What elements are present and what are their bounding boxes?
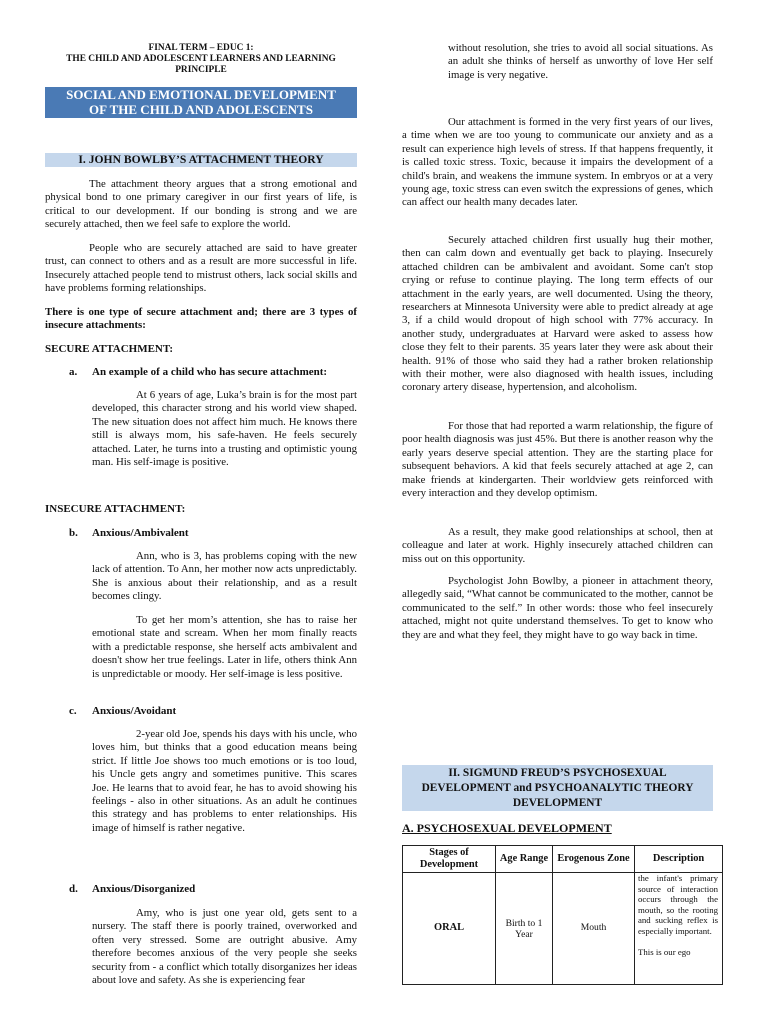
document-title: [45, 87, 357, 118]
table-row: [403, 873, 723, 985]
title-line-1: SOCIAL AND EMOTIONAL DEVELOPMENT: [66, 87, 336, 102]
paragraph: Psychologist John Bowlby, a pioneer in attachment theory, allegedly said, “What cannot be communicated to the mother, cannot be communicated to the self.” In other words: those who feel insecurely attached, might not quite understand themselves. To get to know who they are and what they feel, they might have to go way back in time.: [402, 575, 713, 641]
age-range-cell: Birth to 1 Year: [496, 873, 553, 985]
column-header-erogenous-zone: Erogenous Zone: [553, 846, 635, 873]
paragraph: The attachment theory argues that a strong emotional and physical bond to one primary caregiver in our first years of life, is critical to our development. If our bonding is strong and we are securely attached, then we feel safe to explore the world.: [45, 178, 357, 231]
list-marker: b.: [69, 527, 78, 539]
list-marker: a.: [69, 366, 78, 378]
list-marker: c.: [69, 705, 77, 717]
attachment-types-statement: There is one type of secure attachment and; there are 3 types of insecure attachments:: [45, 306, 357, 332]
table-header-row: [403, 846, 723, 873]
anxious-disorganized-text: Amy, who is just one year old, gets sent to a nursery. The staff there is poorly trained, overworked and often very stressed. Some are outright abusive. Amy therefore becomes anxious of the very people she seeks security from - a conflict which totally disorganizes her ideas about love and safety. As she is experiencing fear: [92, 907, 357, 987]
paragraph: Our attachment is formed in the very first years of our lives, a time when we are too young to communicate our anxiety and as a result can experience high levels of stress. If that happens frequently, it is called toxic stress. Toxic, because it impairs the development of a child's brain, and weakens the immune system. In embryos or at a very young age, toxic stress can even switch the expressions of genes, which can affect our health many decades later.: [402, 116, 713, 209]
description-text: the infant's primary source of interaction occurs through the mouth, so the rooting and sucking reflex is especially important.: [638, 873, 718, 936]
anxious-ambivalent-text-2: To get her mom’s attention, she has to raise her emotional state and scream. When her mom finally reacts with a predictable response, she herself acts ambivalent and doesn't show her true feelings. Later in life, others think Ann is unpredictable or moody. Her self-image is less positive.: [92, 614, 357, 680]
anxious-avoidant-text: 2-year old Joe, spends his days with his uncle, who loves him, but thinks that a good education means being strict. If little Joe shows too much emotions or is too loud, his Uncle gets angry and sometimes punitive. This scares Joe. He learns that to avoid fear, he has to avoid showing his feelings - also in other situations. As an adult he continues this strategy and has problems to enter relationships. His image of himself is rather negative.: [92, 728, 358, 834]
description-text: This is our ego: [638, 946, 691, 957]
anxious-ambivalent-text-1: Ann, who is 3, has problems coping with the new lack of attention. To Ann, her mother now acts unpredictably. She is anxious about their relationship, and as a result becomes clingy.: [92, 550, 357, 603]
paragraph: As a result, they make good relationships at school, then at colleague and later at work. Highly insecurely attached children can miss out on this opportunity.: [402, 526, 713, 565]
header-line-2: THE CHILD AND ADOLESCENT LEARNERS AND LEARNING: [66, 54, 336, 64]
section-2-heading: [402, 765, 713, 811]
paragraph: For those that had reported a warm relationship, the figure of poor health diagnosis was just 45%. But there is another reason why the early years deserve special attention. They are the starting place for subsequent behaviors. A kid that feels securely attached at age 2, can make friends at kindergarten. Their worldview gets reinforced with every interaction and they develop optimism.: [402, 420, 713, 500]
section-2-heading-line-2: DEVELOPMENT and PSYCHOANALYTIC THEORY: [421, 782, 694, 794]
psychosexual-stages-table: [402, 845, 723, 985]
anxious-avoidant-title: Anxious/Avoidant: [92, 705, 177, 717]
section-2-heading-line-1: II. SIGMUND FREUD’S PSYCHOSEXUAL: [448, 767, 667, 779]
paragraph: Securely attached children first usually hug their mother, then can calm down and eventually get back to playing. Insecurely attached children can be ambivalent and avoidant. Some can't stop crying or refuse to continue playing. The long term effects of our attachment in the early years, are well documented. Using the theory, researchers at Minnesota University were able to predict already at age 3, if a child would dropout of high school with 77% accuracy. In another study, undergraduates at Harvard were asked to assess how close they felt to their parents. 35 years later they were ask about their health. 91% of those who said they had a rather broken relationship with their mother, were also diagnosed with health issues, including coronary artery disease, hypertension, and alcoholism.: [402, 234, 713, 394]
description-cell: [635, 873, 723, 985]
list-marker: d.: [69, 883, 78, 895]
secure-example-title: An example of a child who has secure attachment:: [92, 366, 328, 378]
document-header: [45, 43, 357, 75]
column-header-stages: Stages of Development: [403, 846, 496, 873]
column-header-description: Description: [635, 846, 723, 873]
section-2-heading-line-3: DEVELOPMENT: [512, 797, 603, 809]
secure-attachment-label: SECURE ATTACHMENT:: [45, 343, 174, 355]
header-line-3: PRINCIPLE: [175, 65, 227, 75]
paragraph: People who are securely attached are said to have greater trust, can connect to others and as a result are more successful in life. Insecurely attached people tend to mistrust others, lack social skills and have problems forming relationships.: [45, 242, 357, 295]
title-line-2: OF THE CHILD AND ADOLESCENTS: [89, 102, 313, 117]
header-line-1: FINAL TERM – EDUC 1:: [148, 43, 254, 53]
column-header-age-range: Age Range: [496, 846, 553, 873]
stage-cell: ORAL: [403, 873, 496, 985]
anxious-ambivalent-title: Anxious/Ambivalent: [92, 527, 189, 539]
anxious-disorganized-title: Anxious/Disorganized: [92, 883, 196, 895]
paragraph-continuation: without resolution, she tries to avoid all social situations. As an adult she thinks of herself as unworthy of love Her self image is very negative.: [448, 42, 713, 81]
psychosexual-development-heading: A. PSYCHOSEXUAL DEVELOPMENT: [402, 821, 612, 835]
insecure-attachment-label: INSECURE ATTACHMENT:: [45, 503, 186, 515]
secure-example-text: At 6 years of age, Luka’s brain is for the most part developed, this character strong and his world view shaped. The new situation does not affect him much. He knows there still is always mom, his safe-haven. He feels securely attached. Later, he turns into a trusting and optimistic young man. His self-image is positive.: [92, 389, 357, 469]
section-1-heading: I. JOHN BOWLBY’S ATTACHMENT THEORY: [45, 153, 357, 167]
erogenous-zone-cell: Mouth: [553, 873, 635, 985]
